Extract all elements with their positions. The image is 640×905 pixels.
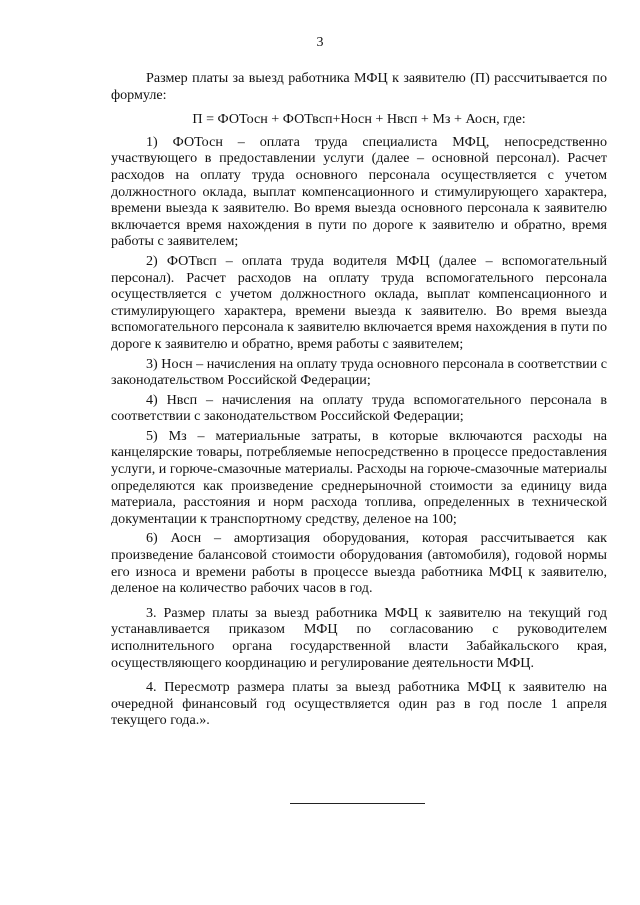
document-body bbox=[111, 70, 607, 729]
footer-divider bbox=[290, 803, 425, 804]
paragraph-intro: Размер платы за выезд работника МФЦ к заявителю (П) рассчитывается по формуле: bbox=[111, 70, 607, 103]
paragraph-clause-3: 3. Размер платы за выезд работника МФЦ к заявителю на текущий год устанавливается приказом МФЦ по согласованию с руководителем исполнительного органа государственной власти Забайкальского края, осуществляющего координацию и регулирование деятельности МФЦ. bbox=[111, 604, 607, 671]
paragraph-clause-4: 4. Пересмотр размера платы за выезд работника МФЦ к заявителю на очередной финансовый год осуществляется один раз в год после 1 апреля текущего года.». bbox=[111, 679, 607, 729]
paragraph-item-6: 6) Аосн – амортизация оборудования, которая рассчитывается как произведение балансовой стоимости оборудования (автомобиля), годовой нормы его износа и времени работы в процессе выезда работника МФЦ к заявителю, деленое на количество рабочих часов в год. bbox=[111, 530, 607, 597]
page-number: 3 bbox=[316, 35, 324, 50]
formula: П = ФОТосн + ФОТвсп+Носн + Нвсп + Мз + Аосн, где: bbox=[192, 111, 526, 128]
paragraph-item-5: 5) Мз – материальные затраты, в которые включаются расходы на канцелярские товары, потребляемые непосредственно в процессе предоставления услуги, и горюче-смазочные материалы. Расходы на горюче-смазочные материалы определяются как произведение среднерыночной стоимости за единицу вида материала, расстояния и норм расхода топлива, определенных в технической документации к транспортному средству, деленое на 100; bbox=[111, 427, 607, 527]
paragraph-item-2: 2) ФОТвсп – оплата труда водителя МФЦ (далее – вспомогательный персонал). Расчет расходов на оплату труда вспомогательного персонала осуществляется с учетом должностного оклада, выплат компенсационного и стимулирующего характера, времени выезда к заявителю. Во время выезда вспомогательного персонала к заявителю включается время нахождения в пути по дороге к заявителю и обратно, время работы с заявителем; bbox=[111, 252, 607, 352]
paragraph-item-3: 3) Носн – начисления на оплату труда основного персонала в соответствии с законодательством Российской Федерации; bbox=[111, 355, 607, 389]
paragraph-item-4: 4) Нвсп – начисления на оплату труда вспомогательного персонала в соответствии с законодательством Российской Федерации; bbox=[111, 391, 607, 425]
paragraph-item-1: 1) ФОТосн – оплата труда специалиста МФЦ, непосредственно участвующего в предоставлении услуги (далее – основной персонал). Расчет расходов на оплату труда основного персонала осуществляется с учетом должностного оклада, выплат компенсационного и стимулирующего характера, времени выезда к заявителю. Во время выезда основного персонала к заявителю включается время нахождения в пути по дороге к заявителю и обратно, время работы с заявителем; bbox=[111, 133, 607, 250]
